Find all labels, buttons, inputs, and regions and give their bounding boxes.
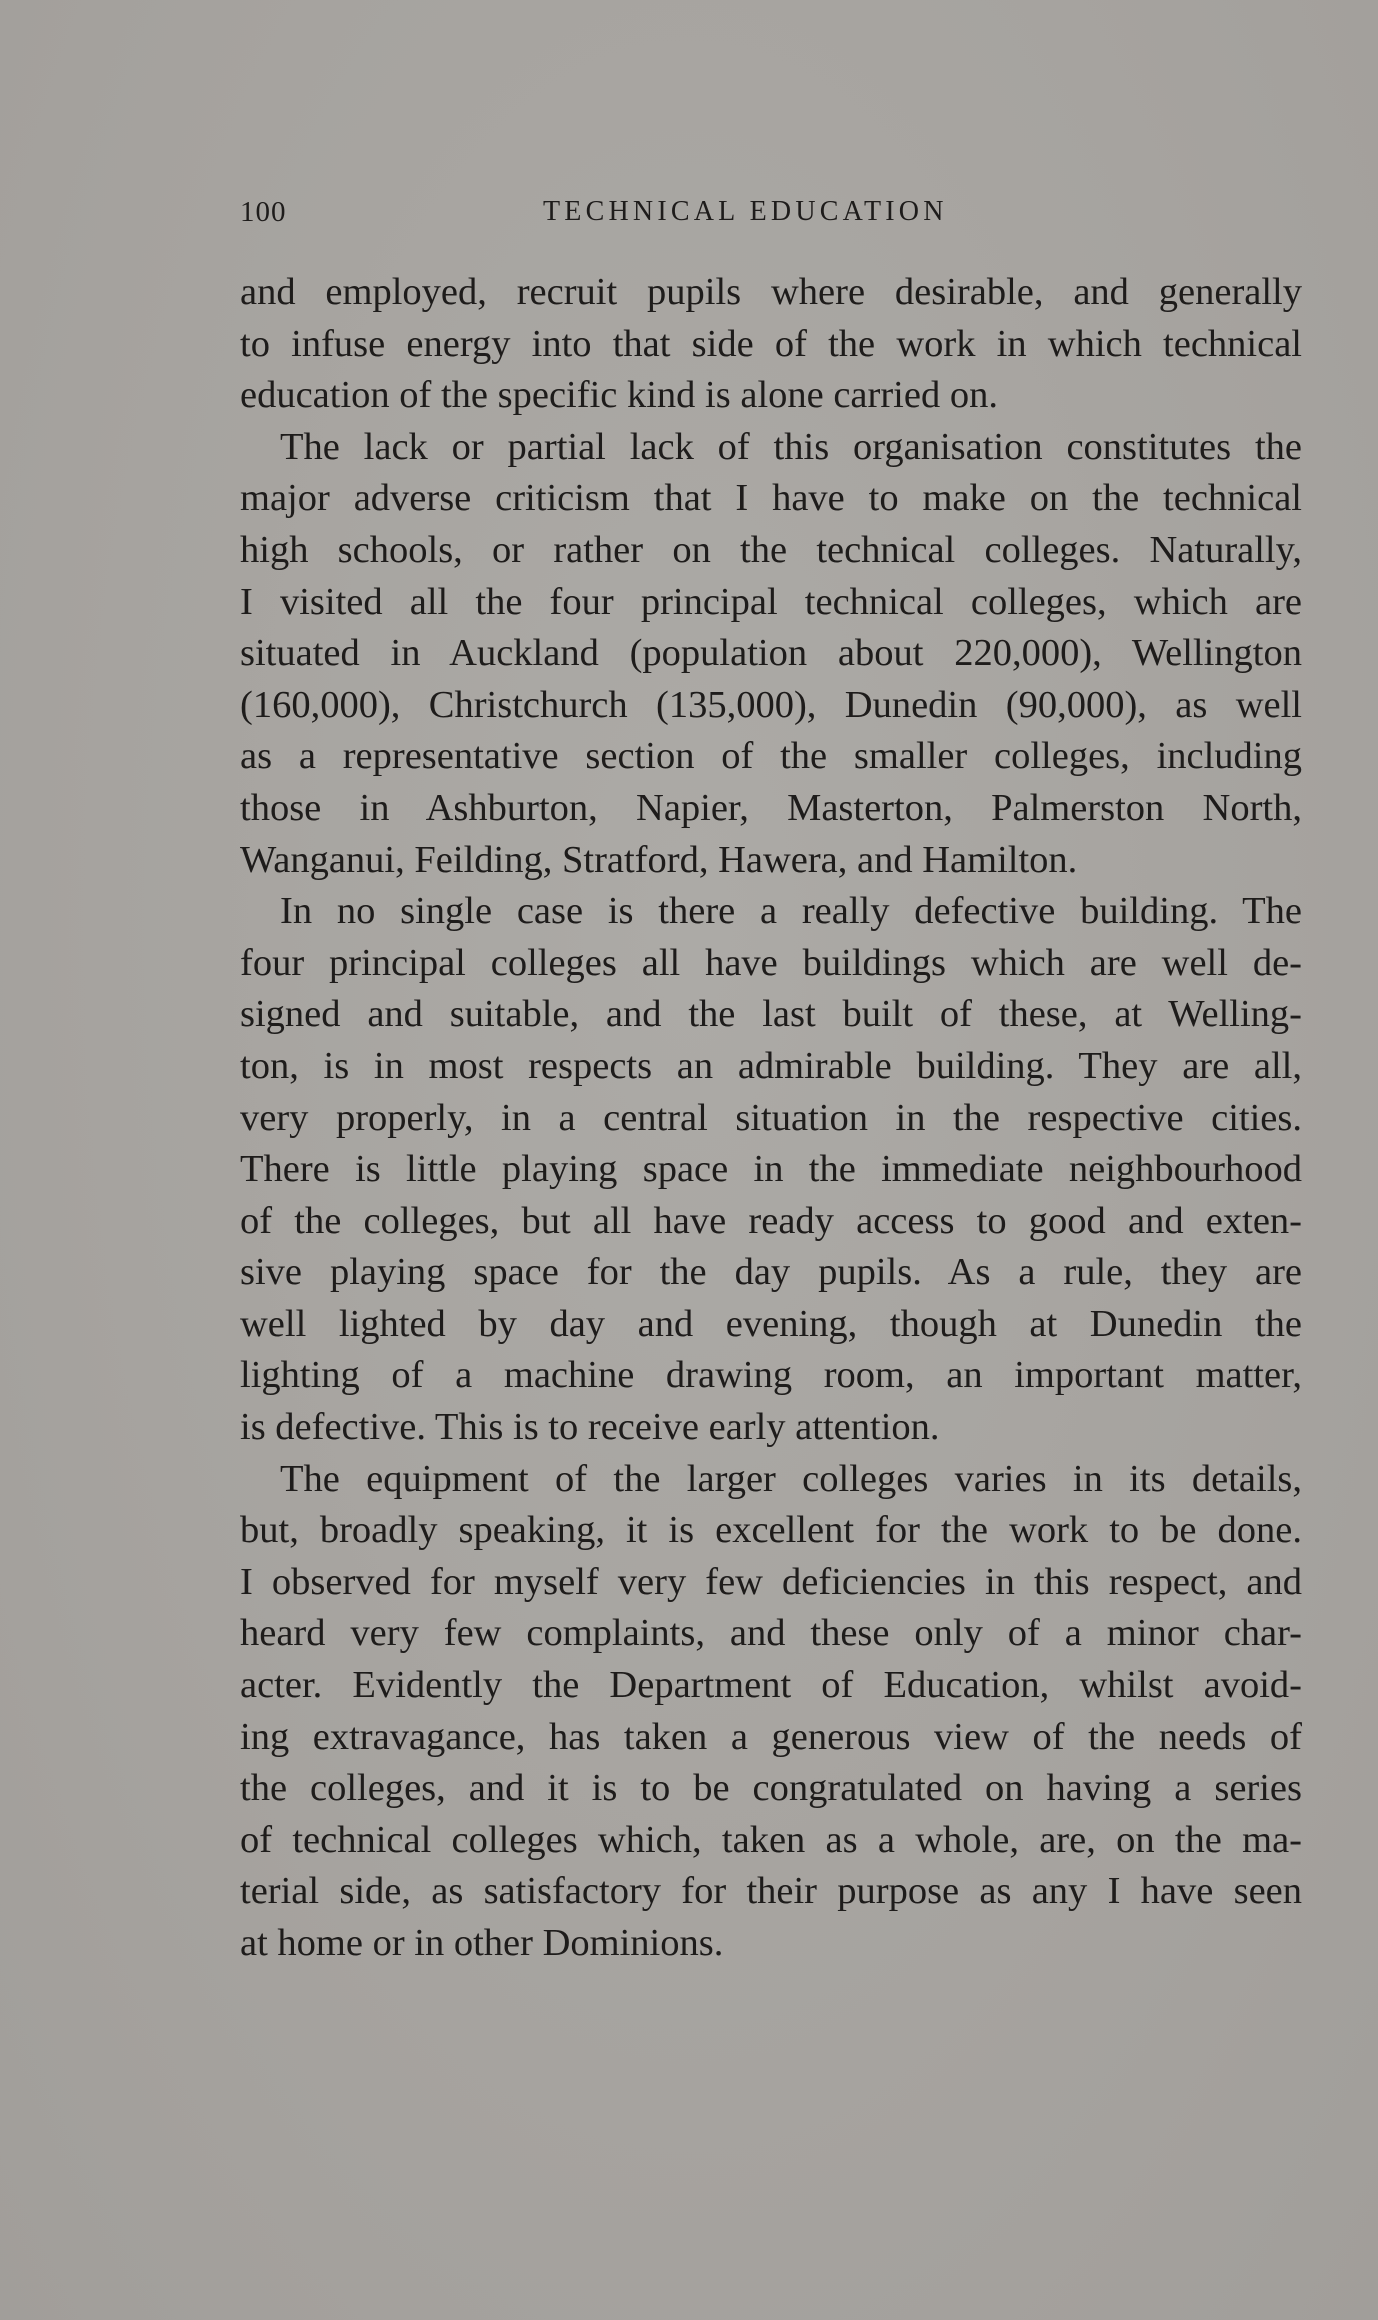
text-line: very properly, in a central situation in the respective cities.	[240, 1096, 1302, 1139]
text-line: but, broadly speaking, it is excellent for the work to be done.	[240, 1509, 1302, 1552]
paragraph	[240, 422, 1302, 886]
running-head-title: TECHNICAL EDUCATION	[543, 196, 948, 227]
text-line: heard very few complaints, and these only of a minor char-	[240, 1612, 1302, 1655]
running-head	[240, 196, 1302, 236]
text-line: Wanganui, Feilding, Stratford, Hawera, and Hamilton.	[240, 838, 1078, 881]
text-line: high schools, or rather on the technical colleges. Naturally,	[240, 528, 1302, 571]
text-line: I observed for myself very few deficiencies in this respect, and	[240, 1560, 1302, 1603]
text-line: acter. Evidently the Department of Education, whilst avoid-	[240, 1664, 1302, 1707]
text-line: education of the specific kind is alone carried on.	[240, 374, 998, 417]
page-number: 100	[240, 196, 287, 228]
text-line: The lack or partial lack of this organisation constitutes the	[280, 425, 1302, 468]
body-text	[240, 267, 1302, 1970]
paragraph	[240, 886, 1302, 1454]
text-line: of the colleges, but all have ready access to good and exten-	[240, 1199, 1302, 1242]
text-line: ton, is in most respects an admirable building. They are all,	[240, 1044, 1302, 1087]
text-line: There is little playing space in the immediate neighbourhood	[240, 1148, 1302, 1191]
text-line: sive playing space for the day pupils. As a rule, they are	[240, 1251, 1302, 1294]
text-line: ing extravagance, has taken a generous view of the needs of	[240, 1715, 1302, 1758]
text-line: In no single case is there a really defective building. The	[280, 890, 1302, 933]
text-line: as a representative section of the smaller colleges, including	[240, 735, 1302, 778]
text-line: situated in Auckland (population about 220,000), Wellington	[240, 632, 1302, 675]
text-line: major adverse criticism that I have to make on the technical	[240, 477, 1302, 520]
text-line: and employed, recruit pupils where desirable, and generally	[240, 271, 1302, 313]
text-line: the colleges, and it is to be congratulated on having a series	[240, 1767, 1302, 1810]
text-line: to infuse energy into that side of the work in which technical	[240, 322, 1302, 365]
paragraph	[240, 267, 1302, 422]
text-line: (160,000), Christchurch (135,000), Dunedin (90,000), as well	[240, 683, 1302, 726]
text-line: The equipment of the larger colleges varies in its details,	[280, 1457, 1302, 1500]
text-line: lighting of a machine drawing room, an important matter,	[240, 1354, 1302, 1397]
text-line: well lighted by day and evening, though at Dunedin the	[240, 1302, 1302, 1345]
text-line: terial side, as satisfactory for their purpose as any I have seen	[240, 1870, 1302, 1913]
text-line: those in Ashburton, Napier, Masterton, Palmerston North,	[240, 786, 1302, 829]
paragraph	[240, 1454, 1302, 1970]
text-line: signed and suitable, and the last built of these, at Welling-	[240, 993, 1302, 1036]
text-line: at home or in other Dominions.	[240, 1922, 724, 1964]
text-line: I visited all the four principal technical colleges, which are	[240, 580, 1302, 623]
text-line: of technical colleges which, taken as a whole, are, on the ma-	[240, 1818, 1302, 1861]
text-line: four principal colleges all have buildings which are well de-	[240, 941, 1302, 984]
text-line: is defective. This is to receive early attention.	[240, 1406, 940, 1449]
